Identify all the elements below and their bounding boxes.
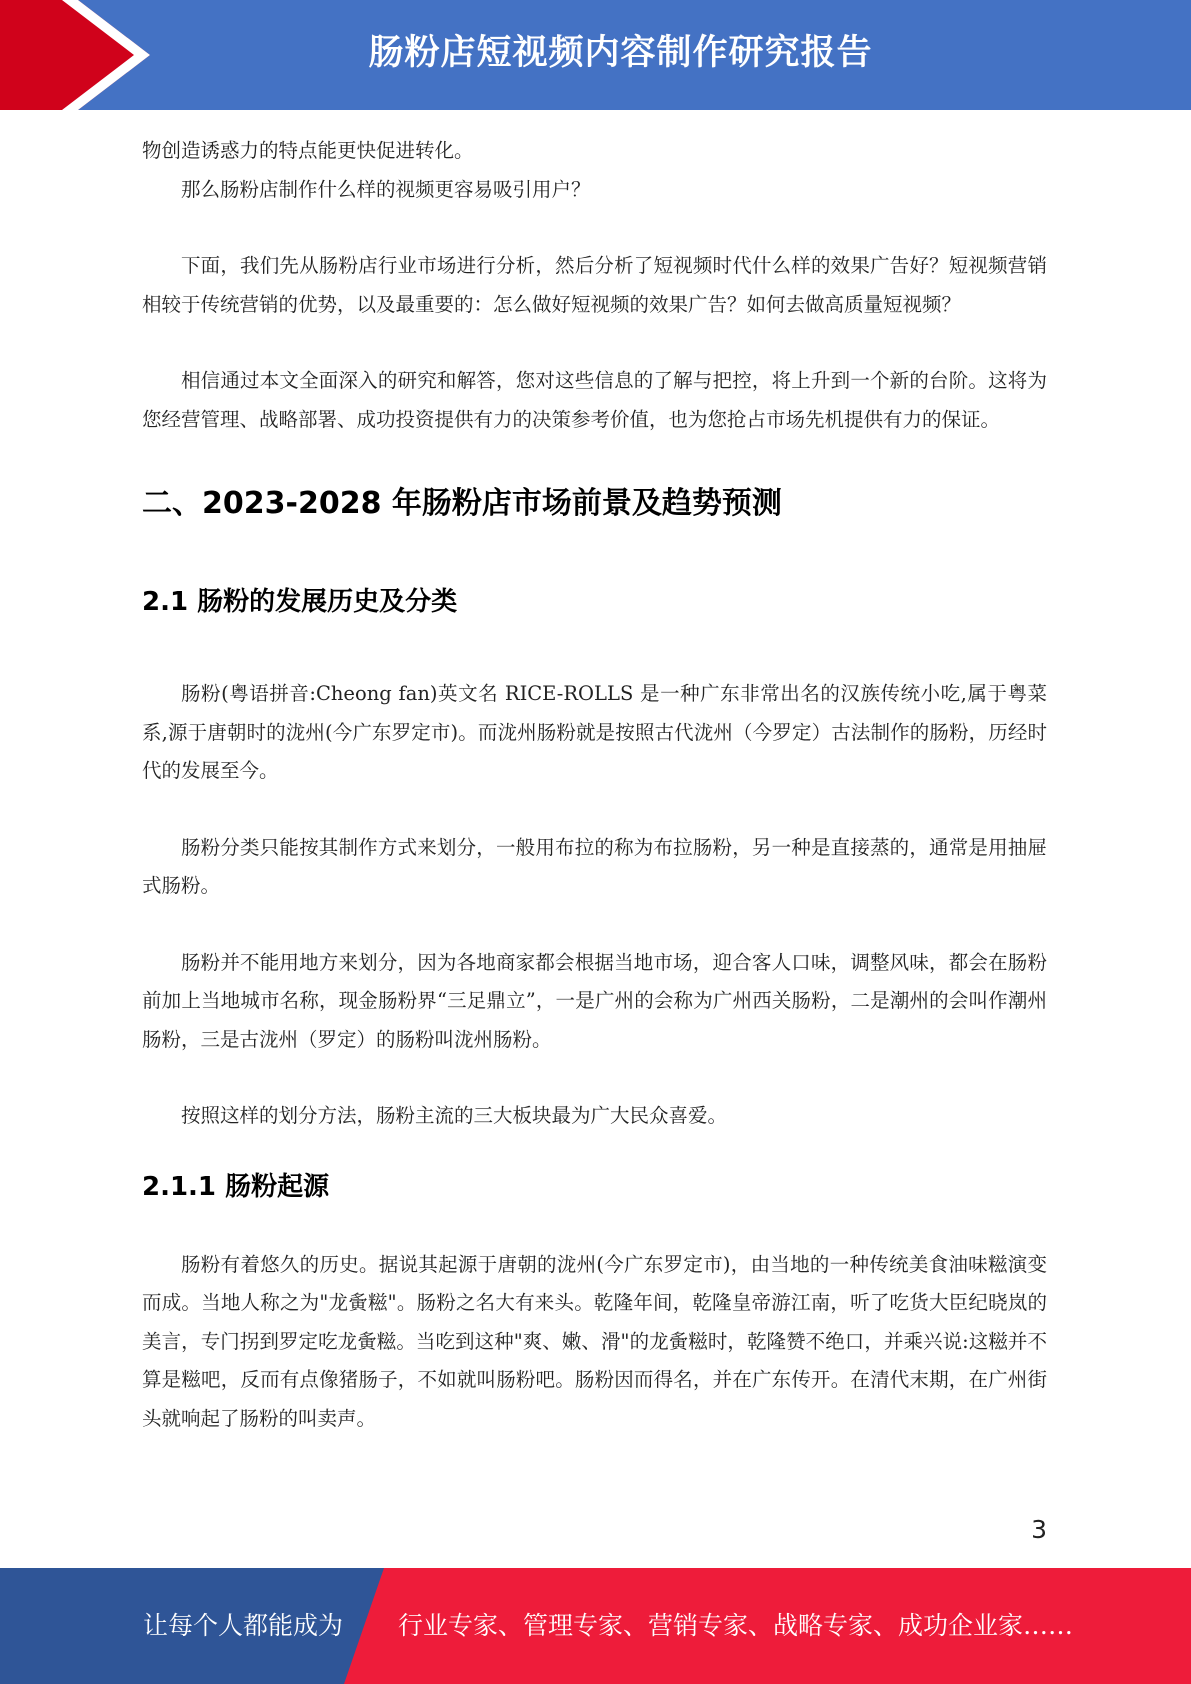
paragraph: 下面，我们先从肠粉店行业市场进行分析，然后分析了短视频时代什么样的效果广告好？短视频营销相较于传统营销的优势，以及最重要的：怎么做好短视频的效果广告？如何去做高质量短视频？ bbox=[142, 254, 1047, 316]
paragraph: 肠粉(粤语拼音:Cheong fan)英文名 RICE-ROLLS 是一种广东非常出名的汉族传统小吃,属于粤菜系,源于唐朝时的泷州(今广东罗定市)。而泷州肠粉就是按照古代泷州（今罗定）古法制作的肠粉，历经时代的发展至今。 bbox=[142, 682, 1047, 782]
page-number: 3 bbox=[1031, 1515, 1047, 1544]
report-title: 肠粉店短视频内容制作研究报告 bbox=[368, 33, 873, 73]
header-chevron-decoration bbox=[0, 0, 150, 110]
document-body bbox=[142, 132, 1047, 1438]
paragraph: 肠粉分类只能按其制作方式来划分，一般用布拉的称为布拉肠粉，另一种是直接蒸的，通常是用抽屉式肠粉。 bbox=[142, 835, 1047, 897]
page-footer bbox=[0, 1568, 1191, 1684]
paragraph: 相信通过本文全面深入的研究和解答，您对这些信息的了解与把控，将上升到一个新的台阶。这将为您经营管理、战略部署、成功投资提供有力的决策参考价值，也为您抢占市场先机提供有力的保证。 bbox=[142, 369, 1047, 431]
footer-slogan-left: 让每个人都能成为 bbox=[143, 1611, 344, 1640]
footer-slogan-right: 行业专家、管理专家、营销专家、战略专家、成功企业家…… bbox=[398, 1611, 1074, 1640]
paragraph: 物创造诱惑力的特点能更快促进转化。 bbox=[142, 139, 474, 162]
paragraph: 肠粉有着悠久的历史。据说其起源于唐朝的泷州(今广东罗定市)，由当地的一种传统美食油味糍演变而成。当地人称之为"龙夤糍"。肠粉之名大有来头。乾隆年间，乾隆皇帝游江南，听了吃货大臣纪晓岚的美言，专门拐到罗定吃龙夤糍。当吃到这种"爽、嫩、滑"的龙夤糍时，乾隆赞不绝口，并乘兴说:这糍并不算是糍吧，反而有点像猪肠子，不如就叫肠粉吧。肠粉因而得名，并在广东传开。在清代末期，在广州街头就响起了肠粉的叫卖声。 bbox=[142, 1252, 1047, 1430]
paragraph: 按照这样的划分方法，肠粉主流的三大板块最为广大民众喜爱。 bbox=[181, 1104, 728, 1127]
section-heading: 二、2023-2028 年肠粉店市场前景及趋势预测 bbox=[142, 486, 782, 521]
page-header bbox=[0, 0, 1191, 110]
subsection-heading: 2.1.1 肠粉起源 bbox=[142, 1171, 330, 1202]
paragraph: 那么肠粉店制作什么样的视频更容易吸引用户？ bbox=[181, 177, 591, 201]
paragraph: 肠粉并不能用地方来划分，因为各地商家都会根据当地市场，迎合客人口味，调整风味，都会在肠粉前加上当地城市名称，现金肠粉界“三足鼎立”，一是广州的会称为广州西关肠粉，二是潮州的会叫作潮州肠粉，三是古泷州（罗定）的肠粉叫泷州肠粉。 bbox=[142, 950, 1047, 1051]
subsection-heading: 2.1 肠粉的发展历史及分类 bbox=[142, 587, 458, 617]
